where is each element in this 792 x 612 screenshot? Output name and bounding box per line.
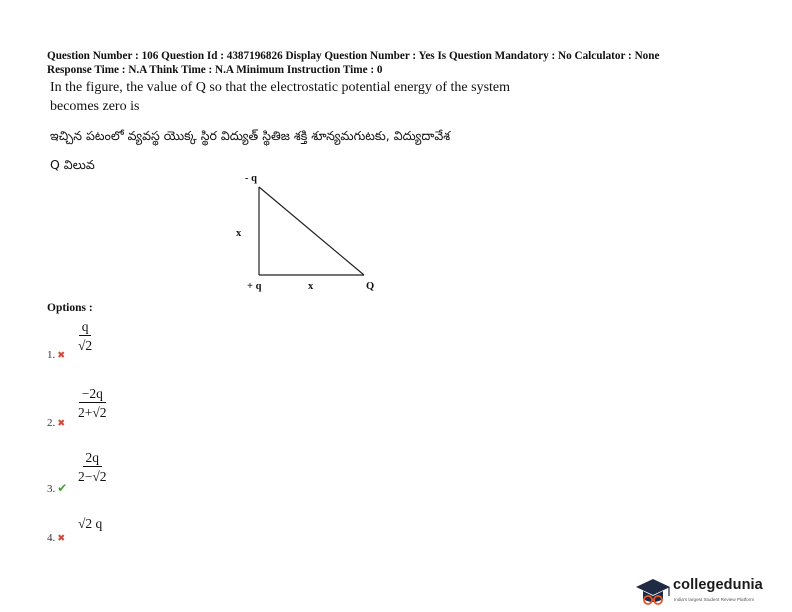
- question-text-english-line-1: In the figure, the value of Q so that the electrostatic potential energy of the system: [50, 80, 511, 95]
- option-1-value[interactable]: [76, 319, 94, 353]
- question-text-english-line-2: becomes zero is: [50, 99, 140, 114]
- option-3-number[interactable]: [47, 481, 67, 495]
- option-1-number[interactable]: [47, 349, 65, 361]
- check-icon: ✔: [57, 481, 68, 495]
- option-3-value[interactable]: [76, 450, 109, 484]
- option-4-number[interactable]: [47, 532, 65, 544]
- question-text-telugu-line-1: ఇచ్చిన పటంలో వ్యవస్థ యొక్క స్థిర విద్యుత్ స్థితిజ శక్తి శూన్యమగుటకు, విద్యుదావేశ: [50, 128, 451, 143]
- option-2-denominator: 2+√2: [78, 405, 107, 420]
- question-text-telugu-line-2: Q విలువ: [50, 157, 95, 172]
- brand-name: collegedunia: [673, 577, 763, 593]
- question-meta-line-2: Response Time : N.A Think Time : N.A Minimum Instruction Time : 0: [47, 64, 383, 76]
- option-2-index: 2.: [47, 417, 56, 429]
- option-4-value[interactable]: √2 q: [78, 516, 103, 531]
- side-label-vertical: x: [236, 228, 242, 239]
- charge-label-right: Q: [366, 281, 375, 292]
- option-4-index: 4.: [47, 532, 56, 544]
- option-2-value[interactable]: [76, 386, 109, 420]
- question-meta-line-1: Question Number : 106 Question Id : 4387196826 Display Question Number : Yes Is Question Mandatory : No Calculator : None: [47, 50, 660, 62]
- options-label: Options :: [47, 302, 93, 314]
- graduation-cap-icon: [634, 576, 672, 610]
- option-2-number[interactable]: [47, 417, 65, 429]
- option-2-numerator: −2q: [79, 386, 106, 403]
- option-1-numerator: q: [79, 319, 92, 336]
- cross-icon: ✖: [57, 533, 66, 544]
- collegedunia-logo: [632, 574, 792, 612]
- option-1-index: 1.: [47, 349, 56, 361]
- option-3-index: 3.: [47, 483, 56, 495]
- triangle-hypotenuse: [259, 187, 364, 275]
- side-label-horizontal: x: [308, 281, 314, 292]
- option-3-denominator: 2−√2: [78, 469, 107, 484]
- cross-icon: ✖: [57, 350, 66, 361]
- option-3-numerator: 2q: [83, 450, 103, 467]
- option-1-denominator: √2: [78, 338, 93, 353]
- charge-label-bottom-left: + q: [247, 281, 262, 292]
- cross-icon: ✖: [57, 418, 66, 429]
- brand-tagline: India's largest Student Review Platform: [674, 597, 755, 602]
- charge-label-top: - q: [245, 173, 257, 184]
